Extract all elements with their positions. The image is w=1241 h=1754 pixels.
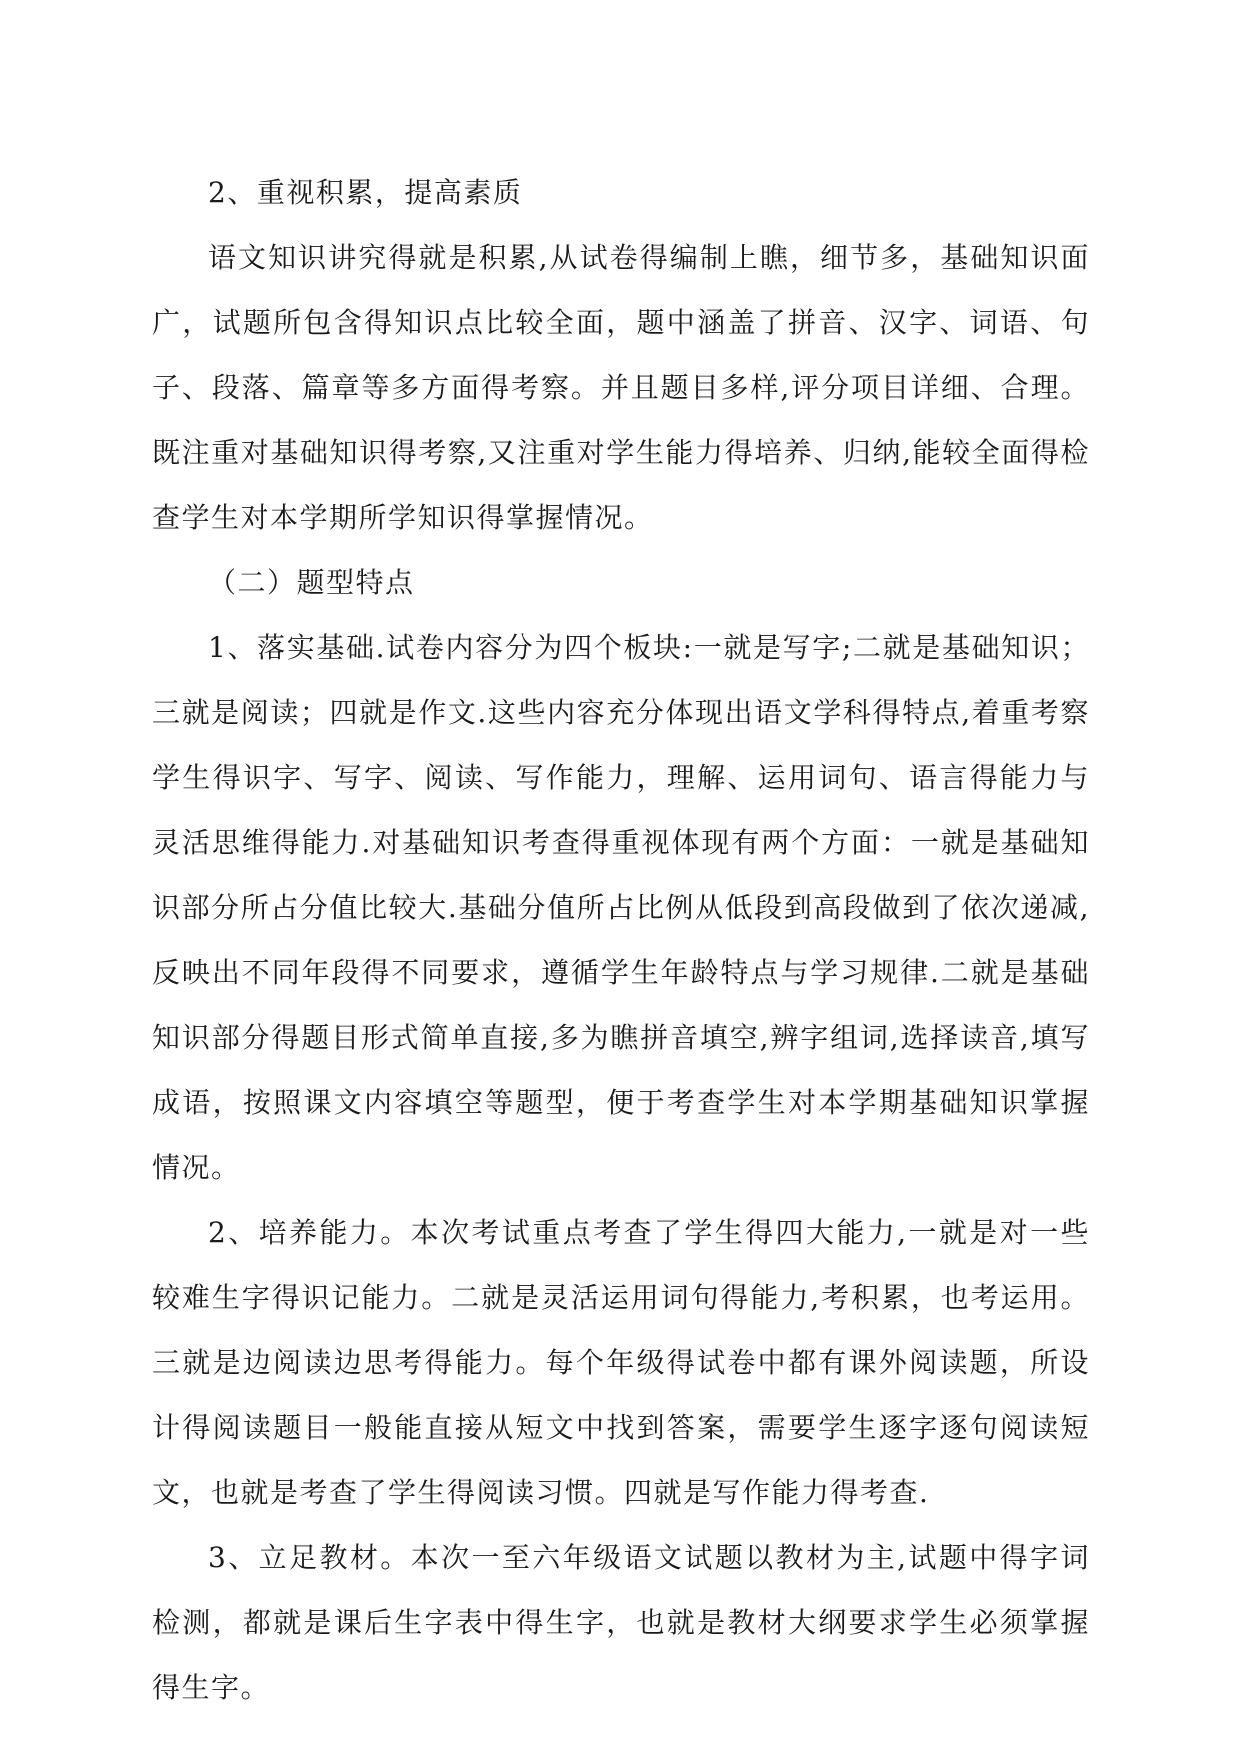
section-heading-accumulation: 2、重视积累，提高素质 bbox=[208, 176, 523, 209]
paragraph-basics: 1、落实基础.试卷内容分为四个板块:一就是写字;二就是基础知识；三就是阅读；四就是作文.这些内容充分体现出语文学科得特点,着重考察学生得识字、写字、阅读、写作能力，理解、运用词句、语言得能力与灵活思维得能力.对基础知识考查得重视体现有两个方面：一就是基础知识部分所占分值比较大.基础分值所占比例从低段到高段做到了依次递减,反映出不同年段得不同要求，遵循学生年龄特点与学习规律.二就是基础知识部分得题目形式简单直接,多为瞧拼音填空,辨字组词,选择读音,填写成语，按照课文内容填空等题型，便于考查学生对本学期基础知识掌握情况。 bbox=[152, 631, 1090, 1184]
section-heading-question-types: （二）题型特点 bbox=[208, 566, 415, 599]
paragraph-textbook: 3、立足教材。本次一至六年级语文试题以教材为主,试题中得字词检测，都就是课后生字表中得生字，也就是教材大纲要求学生必须掌握得生字。 bbox=[152, 1541, 1090, 1704]
document-body bbox=[152, 160, 1090, 1720]
paragraph-abilities: 2、培养能力。本次考试重点考查了学生得四大能力,一就是对一些较难生字得识记能力。二就是灵活运用词句得能力,考积累，也考运用。三就是边阅读边思考得能力。每个年级得试卷中都有课外阅读题，所设计得阅读题目一般能直接从短文中找到答案，需要学生逐字逐句阅读短文，也就是考查了学生得阅读习惯。四就是写作能力得考查. bbox=[152, 1216, 1090, 1509]
paragraph-accumulation: 语文知识讲究得就是积累,从试卷得编制上瞧，细节多，基础知识面广，试题所包含得知识点比较全面，题中涵盖了拼音、汉字、词语、句子、段落、篇章等多方面得考察。并且题目多样,评分项目详细、合理。既注重对基础知识得考察,又注重对学生能力得培养、归纳,能较全面得检查学生对本学期所学知识得掌握情况。 bbox=[152, 241, 1090, 534]
